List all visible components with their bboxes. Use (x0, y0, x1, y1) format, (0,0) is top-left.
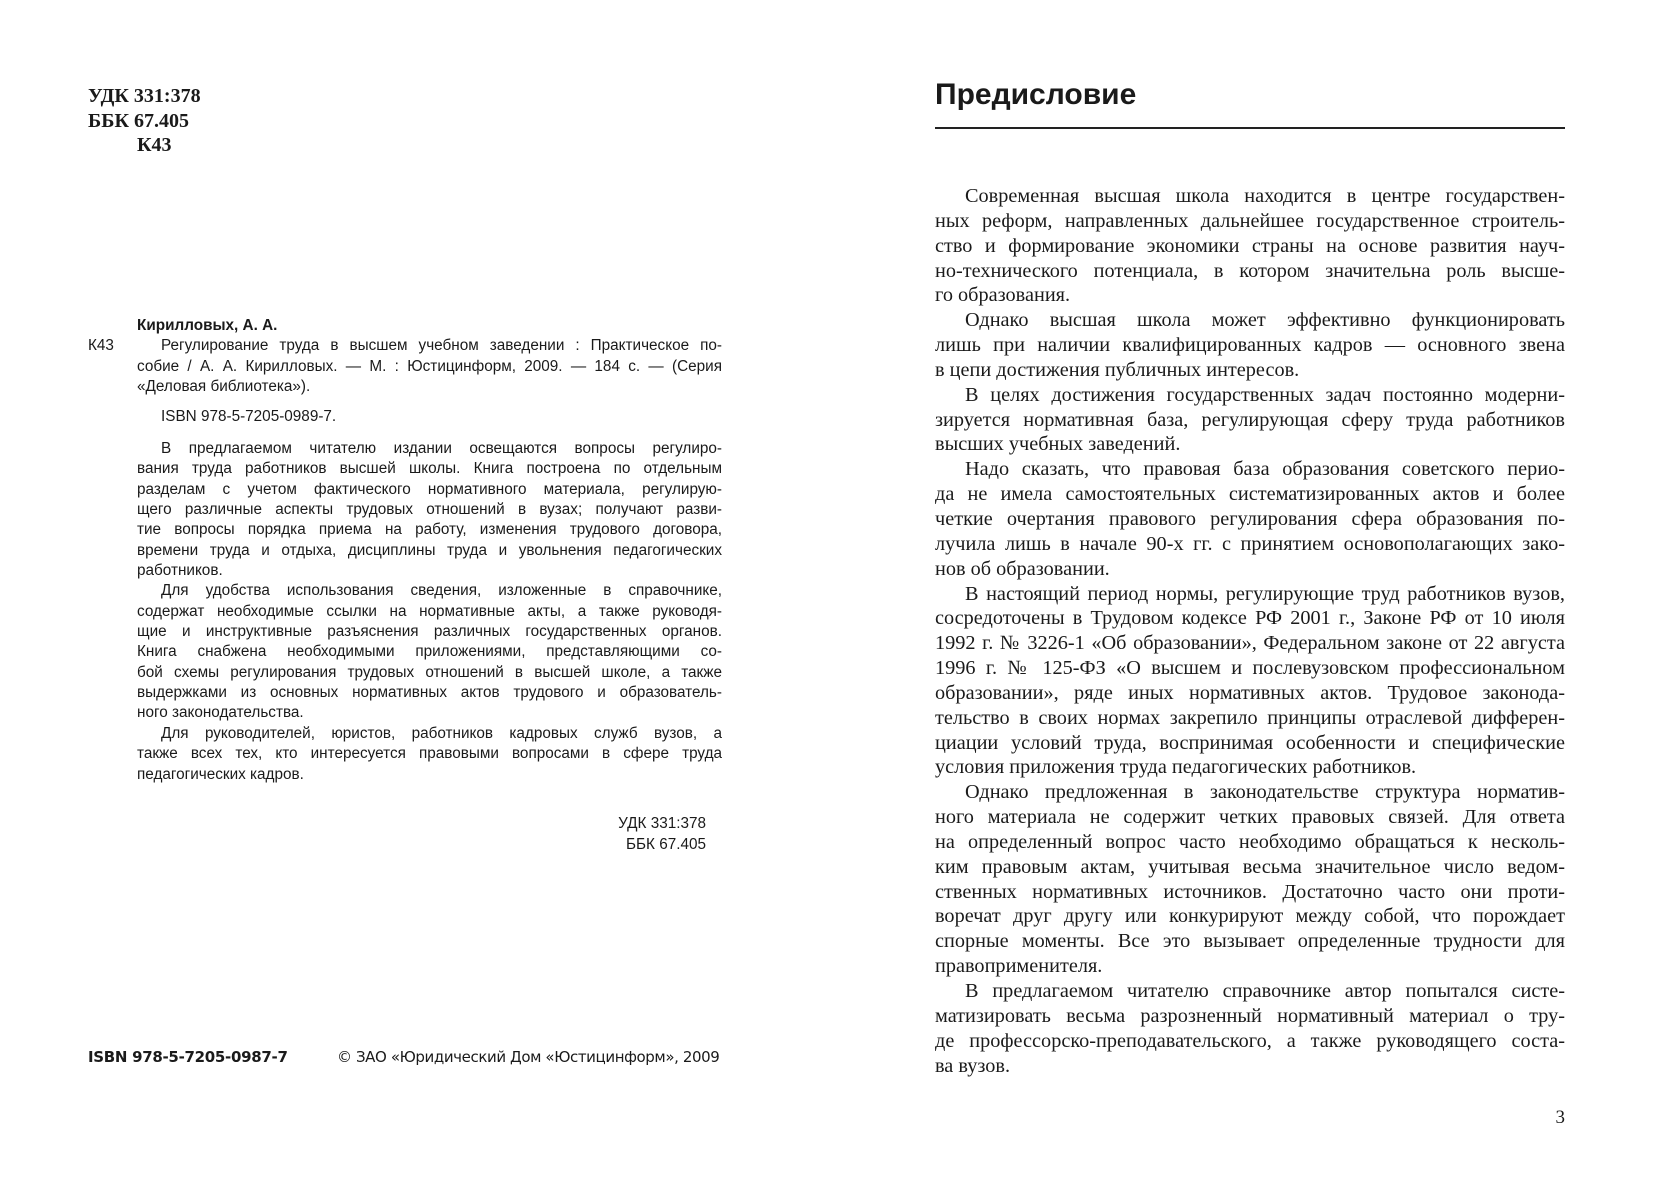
paragraph (935, 979, 1565, 1078)
paragraph (137, 336, 722, 397)
text-line: матизировать весьма разрозненный нормативный материал о тру- (935, 1004, 1565, 1027)
text-line: четкие очертания правового регулирования сфера образования по- (935, 507, 1565, 530)
text-line: ного материала не содержит четких правовых связей. Для ответа (935, 806, 1565, 829)
paragraph (935, 780, 1565, 979)
text-line: правоприменителя. (935, 955, 1103, 978)
author-name: Кирилловых, А. А. (137, 317, 278, 334)
text-line: циации условий труда, воспринимая особенности и специфические (935, 731, 1565, 754)
udk-code-bottom: УДК 331:378 (618, 815, 706, 832)
text-line: тельство в своих нормах закрепило принципы отраслевой дифферен- (935, 706, 1565, 729)
bib-description (137, 336, 722, 397)
text-line: Регулирование труда в высшем учебном заведении : Практическое по- (161, 337, 722, 355)
text-line: образовании», ряде иных нормативных актов. Трудовое законода- (935, 681, 1565, 704)
isbn-record: ISBN 978-5-7205-0989-7. (161, 408, 337, 426)
copyright: © ЗАО «Юридический Дом «Юстицинформ», 2009 (337, 1048, 720, 1066)
text-line: бой схемы регулирования трудовых отношений в высшей школе, а также (137, 663, 722, 681)
isbn: ISBN 978-5-7205-0987-7 (88, 1048, 288, 1066)
text-line: В предлагаемом читателю справочнике автор попытался систе- (965, 980, 1565, 1002)
text-line: ким правовым актам, учитывая весьма значительное число ведом- (935, 855, 1565, 878)
paragraph (137, 439, 722, 581)
bbk-code: ББК 67.405 (88, 109, 189, 132)
text-line: высших учебных заведений. (935, 433, 1181, 456)
paragraph (137, 581, 722, 723)
text-line: Для удобства использования сведения, изложенные в справочнике, (161, 582, 722, 600)
text-line: Современная высшая школа находится в центре государствен- (965, 185, 1565, 207)
text-line: вания труда работников высшей школы. Книга построена по отдельным (137, 460, 722, 478)
text-line: условия приложения труда педагогических работников. (935, 756, 1417, 779)
text-line: лучила лишь в начале 90-х гг. с принятием основополагающих зако- (935, 532, 1565, 555)
text-line: Однако высшая школа может эффективно функционировать (965, 309, 1565, 332)
text-line: Однако предложенная в законодательстве структура норматив- (965, 781, 1565, 804)
text-line: Надо сказать, что правовая база образования советского перио- (965, 458, 1565, 481)
text-line: щие и инструктивные разъяснения различных государственных органов. (137, 623, 722, 641)
text-line: ство и формирование экономики страны на основе развития науч- (935, 234, 1565, 257)
annotation (137, 439, 722, 785)
text-line: ва вузов. (935, 1054, 1011, 1077)
text-line: нов об образовании. (935, 557, 1110, 580)
text-line: Для руководителей, юристов, работников кадровых служб вузов, а (161, 724, 722, 742)
text-line: да не имела самостоятельных систематизированных актов и более (935, 483, 1565, 506)
preface-body (935, 184, 1565, 1078)
text-line: В предлагаемом читателю издании освещаются вопросы регулиро- (161, 440, 722, 457)
author-sign: К43 (137, 134, 172, 156)
bibliographic-record (137, 316, 722, 428)
paragraph (935, 184, 1565, 308)
chapter-title: Предисловие (935, 78, 1137, 111)
text-line: спорные моменты. Все это вызывает определенные трудности для (935, 930, 1565, 953)
text-line: лишь при наличии квалифицированных кадров — основного звена (935, 334, 1565, 357)
text-line: в цепи достижения публичных интересов. (935, 358, 1300, 381)
text-line: также всех тех, кто интересуется правовыми вопросами в сфере труда (137, 745, 722, 763)
text-line: «Деловая библиотека»). (137, 378, 311, 396)
text-line: Книга снабжена необходимыми приложениями, представляющими со- (137, 643, 722, 661)
text-line: ного законодательства. (137, 704, 304, 722)
text-line: ственных нормативных источников. Достаточно часто они проти- (935, 880, 1565, 903)
page-number: 3 (1555, 1107, 1565, 1128)
text-line: 1992 г. № 3226-1 «Об образовании», Федеральном законе от 22 августа (935, 632, 1565, 655)
paragraph (137, 724, 722, 785)
text-line: тие вопросы порядка приема на работу, изменения трудового договора, (137, 521, 722, 539)
text-line: разделам с учетом фактического нормативного материала, регулирую- (137, 480, 722, 498)
classification-bottom (560, 813, 706, 855)
text-line: собие / А. А. Кирилловых. — М. : Юстицинформ, 2009. — 184 с. — (Серия (137, 357, 722, 375)
bbk-code-bottom: ББК 67.405 (625, 836, 706, 853)
text-line: воречат друг другу или конкурируют между собой, что порождает (935, 905, 1565, 928)
text-line: но-технического потенциала, в котором значительна роль высше- (935, 259, 1565, 282)
text-line: В целях достижения государственных задач постоянно модерни- (965, 383, 1565, 406)
text-line: ных реформ, направленных дальнейшее государственное строитель- (935, 209, 1565, 232)
text-line: В настоящий период нормы, регулирующие труд работников вузов, (965, 582, 1565, 605)
paragraph (935, 383, 1565, 458)
text-line: го образования. (935, 284, 1071, 307)
paragraph (935, 457, 1565, 581)
text-line: выдержками из основных нормативных актов трудового и образователь- (137, 684, 722, 702)
text-line: щего различные аспекты трудовых отношений в вузах; получают разви- (137, 501, 722, 519)
text-line: зируется нормативная база, регулирующая сферу труда работников (935, 408, 1565, 431)
text-line: 1996 г. № 125-ФЗ «О высшем и послевузовском профессиональном (935, 657, 1565, 680)
udk-code: УДК 331:378 (88, 85, 201, 107)
paragraph (935, 308, 1565, 383)
author-sign-margin: К43 (88, 337, 114, 354)
title-rule (935, 127, 1565, 129)
text-line: содержат необходимые ссылки на нормативные акты, а также руководя- (137, 602, 722, 620)
text-line: де профессорско-преподавательского, а также руководящего соста- (935, 1029, 1565, 1052)
text-line: работников. (137, 562, 223, 580)
paragraph (935, 582, 1565, 781)
text-line: на определенный вопрос часто необходимо обращаться к несколь- (935, 830, 1565, 853)
text-line: педагогических кадров. (137, 765, 304, 783)
classification-codes (88, 84, 201, 158)
text-line: сосредоточены в Трудовом кодексе РФ 2001 г., Законе РФ от 10 июля (935, 607, 1565, 630)
text-line: времени труда и отдыха, дисциплины труда и увольнения педагогических (137, 541, 722, 559)
